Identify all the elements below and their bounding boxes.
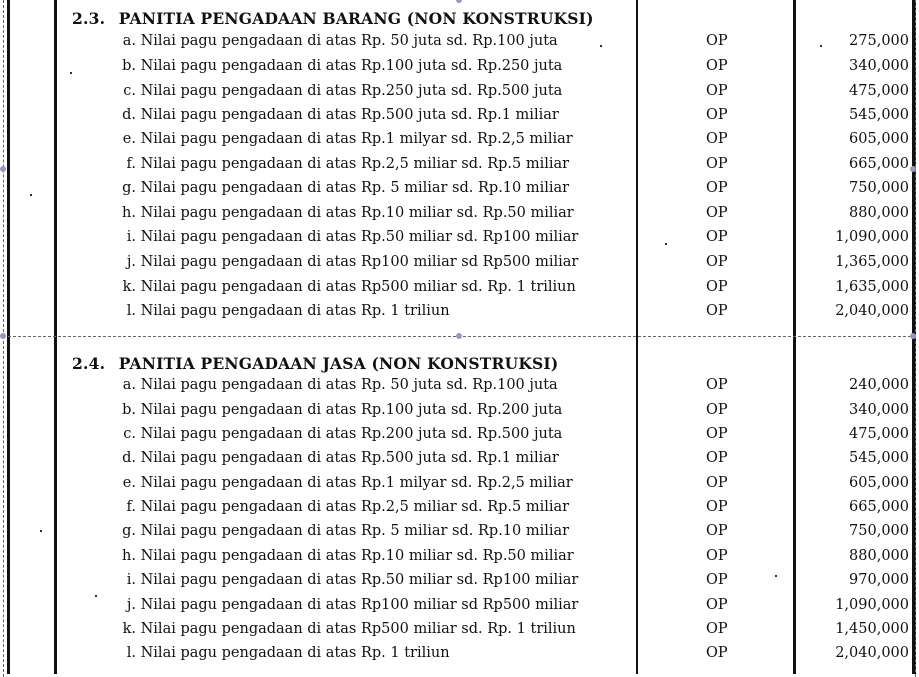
resize-handle-bottom-left[interactable] — [0, 333, 6, 339]
row-value: 340,000 — [849, 58, 909, 74]
row-text: Nilai pagu pengadaan di atas Rp.10 miliar sd. Rp.50 miliar — [140, 548, 574, 564]
row-description — [114, 33, 558, 49]
row-unit: OP — [706, 426, 728, 442]
row-description — [114, 572, 578, 588]
row-unit: OP — [706, 597, 728, 613]
row-text: Nilai pagu pengadaan di atas Rp.10 miliar sd. Rp.50 miliar — [140, 205, 574, 221]
row-letter: l. — [126, 645, 136, 661]
table-row — [0, 621, 919, 645]
row-description — [114, 450, 559, 466]
table-row — [0, 58, 919, 82]
table-row — [0, 229, 919, 253]
row-text: Nilai pagu pengadaan di atas Rp100 miliar sd Rp500 miliar — [140, 254, 579, 270]
row-text: Nilai pagu pengadaan di atas Rp.100 juta sd. Rp.250 juta — [140, 58, 563, 74]
table-row — [0, 548, 919, 572]
scan-speck — [820, 45, 822, 47]
row-letter: d. — [122, 107, 136, 123]
row-value: 750,000 — [849, 523, 909, 539]
row-description — [114, 131, 573, 147]
row-description — [114, 523, 569, 539]
row-unit: OP — [706, 131, 728, 147]
table-row — [0, 377, 919, 401]
table-row — [0, 33, 919, 57]
row-unit: OP — [706, 33, 728, 49]
row-unit: OP — [706, 377, 728, 393]
row-letter: j. — [126, 597, 136, 613]
row-letter: h. — [122, 548, 136, 564]
table-row — [0, 205, 919, 229]
row-text: Nilai pagu pengadaan di atas Rp. 50 juta sd. Rp.100 juta — [140, 33, 558, 49]
row-text: Nilai pagu pengadaan di atas Rp.200 juta sd. Rp.500 juta — [140, 426, 563, 442]
row-value: 605,000 — [849, 475, 909, 491]
table-row — [0, 426, 919, 450]
row-description — [114, 107, 559, 123]
row-letter: f. — [126, 499, 136, 515]
scan-speck — [665, 243, 667, 245]
scan-speck — [30, 194, 32, 196]
row-letter: j. — [126, 254, 136, 270]
row-unit: OP — [706, 279, 728, 295]
scan-speck — [95, 595, 97, 597]
row-text: Nilai pagu pengadaan di atas Rp.500 juta sd. Rp.1 miliar — [140, 450, 559, 466]
table-row — [0, 572, 919, 596]
row-letter: l. — [126, 303, 136, 319]
section-number: 2.3. — [72, 9, 106, 28]
row-value: 1,365,000 — [835, 254, 909, 270]
section-heading-2-4 — [72, 354, 558, 373]
table-row — [0, 131, 919, 155]
row-unit: OP — [706, 548, 728, 564]
row-text: Nilai pagu pengadaan di atas Rp.2,5 miliar sd. Rp.5 miliar — [140, 156, 570, 172]
table-row — [0, 254, 919, 278]
row-value: 475,000 — [849, 426, 909, 442]
row-description — [114, 475, 573, 491]
row-value: 1,090,000 — [835, 229, 909, 245]
section-title: PANITIA PENGADAAN BARANG (NON KONSTRUKSI) — [118, 9, 594, 28]
row-letter: c. — [123, 83, 136, 99]
row-description — [114, 279, 576, 295]
row-unit: OP — [706, 450, 728, 466]
row-description — [114, 180, 569, 196]
table-row — [0, 402, 919, 426]
section-heading-2-3 — [72, 9, 594, 28]
row-unit: OP — [706, 523, 728, 539]
row-unit: OP — [706, 621, 728, 637]
table-row — [0, 450, 919, 474]
row-description — [114, 621, 576, 637]
row-unit: OP — [706, 83, 728, 99]
row-text: Nilai pagu pengadaan di atas Rp100 miliar sd Rp500 miliar — [140, 597, 579, 613]
row-text: Nilai pagu pengadaan di atas Rp.1 milyar sd. Rp.2,5 miliar — [140, 475, 573, 491]
row-description — [114, 229, 578, 245]
row-text: Nilai pagu pengadaan di atas Rp.50 miliar sd. Rp100 miliar — [140, 229, 579, 245]
row-description — [114, 303, 450, 319]
row-value: 1,635,000 — [835, 279, 909, 295]
row-letter: b. — [122, 58, 136, 74]
row-unit: OP — [706, 303, 728, 319]
row-text: Nilai pagu pengadaan di atas Rp. 50 juta sd. Rp.100 juta — [140, 377, 558, 393]
table-row — [0, 523, 919, 547]
row-letter: i. — [126, 229, 136, 245]
row-unit: OP — [706, 499, 728, 515]
row-description — [114, 499, 569, 515]
table-row — [0, 499, 919, 523]
row-description — [114, 548, 574, 564]
row-value: 545,000 — [849, 450, 909, 466]
row-description — [114, 83, 562, 99]
row-text: Nilai pagu pengadaan di atas Rp.250 juta sd. Rp.500 juta — [140, 83, 563, 99]
row-description — [114, 402, 562, 418]
row-value: 475,000 — [849, 83, 909, 99]
row-description — [114, 377, 558, 393]
row-unit: OP — [706, 205, 728, 221]
row-letter: b. — [122, 402, 136, 418]
row-unit: OP — [706, 402, 728, 418]
row-value: 880,000 — [849, 205, 909, 221]
row-letter: d. — [122, 450, 136, 466]
row-value: 275,000 — [849, 33, 909, 49]
row-unit: OP — [706, 475, 728, 491]
section-number: 2.4. — [72, 354, 106, 373]
row-text: Nilai pagu pengadaan di atas Rp.2,5 miliar sd. Rp.5 miliar — [140, 499, 570, 515]
table-row — [0, 279, 919, 303]
row-text: Nilai pagu pengadaan di atas Rp500 miliar sd. Rp. 1 triliun — [140, 621, 576, 637]
resize-handle-bottom-right[interactable] — [910, 333, 916, 339]
row-letter: c. — [123, 426, 136, 442]
table-row — [0, 475, 919, 499]
table-row — [0, 156, 919, 180]
row-letter: i. — [126, 572, 136, 588]
row-value: 665,000 — [849, 499, 909, 515]
table-row — [0, 83, 919, 107]
row-value: 240,000 — [849, 377, 909, 393]
row-text: Nilai pagu pengadaan di atas Rp500 miliar sd. Rp. 1 triliun — [140, 279, 576, 295]
row-unit: OP — [706, 229, 728, 245]
row-letter: a. — [122, 377, 136, 393]
scan-speck — [70, 72, 72, 74]
table-row — [0, 180, 919, 204]
row-value: 750,000 — [849, 180, 909, 196]
row-description — [114, 156, 569, 172]
row-value: 1,090,000 — [835, 597, 909, 613]
row-text: Nilai pagu pengadaan di atas Rp. 1 triliun — [140, 645, 450, 661]
row-description — [114, 426, 562, 442]
row-letter: a. — [122, 33, 136, 49]
row-text: Nilai pagu pengadaan di atas Rp. 5 miliar sd. Rp.10 miliar — [140, 523, 570, 539]
row-description — [114, 597, 578, 613]
row-value: 2,040,000 — [835, 645, 909, 661]
row-value: 605,000 — [849, 131, 909, 147]
resize-handle-bottom-center[interactable] — [456, 333, 462, 339]
row-text: Nilai pagu pengadaan di atas Rp. 5 miliar sd. Rp.10 miliar — [140, 180, 570, 196]
row-letter: k. — [122, 621, 136, 637]
row-text: Nilai pagu pengadaan di atas Rp.1 milyar sd. Rp.2,5 miliar — [140, 131, 573, 147]
resize-handle-top-center[interactable] — [456, 0, 462, 3]
row-text: Nilai pagu pengadaan di atas Rp.50 miliar sd. Rp100 miliar — [140, 572, 579, 588]
section-title: PANITIA PENGADAAN JASA (NON KONSTRUKSI) — [118, 354, 559, 373]
table-row — [0, 107, 919, 131]
row-letter: h. — [122, 205, 136, 221]
row-value: 665,000 — [849, 156, 909, 172]
row-unit: OP — [706, 645, 728, 661]
table-row — [0, 597, 919, 621]
row-value: 1,450,000 — [835, 621, 909, 637]
scan-speck — [600, 45, 602, 47]
table-row — [0, 303, 919, 327]
row-unit: OP — [706, 180, 728, 196]
row-unit: OP — [706, 254, 728, 270]
row-letter: e. — [122, 131, 136, 147]
row-value: 340,000 — [849, 402, 909, 418]
scan-speck — [775, 575, 777, 577]
row-letter: k. — [122, 279, 136, 295]
row-description — [114, 58, 562, 74]
row-description — [114, 254, 578, 270]
row-unit: OP — [706, 156, 728, 172]
row-value: 970,000 — [849, 572, 909, 588]
row-letter: g. — [122, 180, 136, 196]
row-description — [114, 205, 574, 221]
row-value: 880,000 — [849, 548, 909, 564]
row-value: 2,040,000 — [835, 303, 909, 319]
row-unit: OP — [706, 572, 728, 588]
row-value: 545,000 — [849, 107, 909, 123]
row-letter: f. — [126, 156, 136, 172]
row-unit: OP — [706, 107, 728, 123]
scan-speck — [40, 530, 42, 532]
table-row — [0, 645, 919, 669]
row-letter: e. — [122, 475, 136, 491]
row-unit: OP — [706, 58, 728, 74]
row-description — [114, 645, 450, 661]
row-letter: g. — [122, 523, 136, 539]
row-text: Nilai pagu pengadaan di atas Rp.500 juta sd. Rp.1 miliar — [140, 107, 559, 123]
row-text: Nilai pagu pengadaan di atas Rp.100 juta sd. Rp.200 juta — [140, 402, 563, 418]
row-text: Nilai pagu pengadaan di atas Rp. 1 triliun — [140, 303, 450, 319]
